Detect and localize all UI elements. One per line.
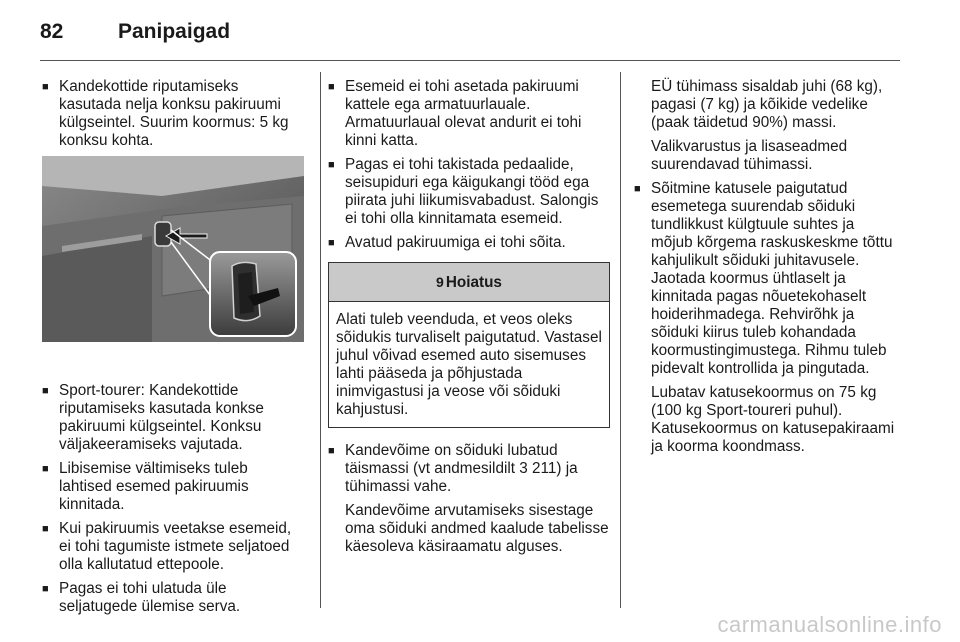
list-item	[42, 382, 304, 454]
bullet-icon: ■	[42, 81, 49, 93]
bullet-icon: ■	[634, 183, 641, 195]
hook-illustration-svg	[42, 156, 304, 342]
list-item	[328, 78, 610, 150]
bullet-icon: ■	[328, 81, 335, 93]
bullet-icon: ■	[42, 463, 49, 475]
luggage-hook-illustration	[42, 156, 304, 342]
paragraph: Lubatav katusekoormus on 75 kg (100 kg Sport-toureri puhul). Katusekoormus on katusepakiraami ja koorma koondmass.	[651, 384, 895, 455]
list-item-text: Sõitmine katusele paigutatud esemetega suurendab sõiduki tundlikkust külgtuule suhtes ja mõjub kõrgema raskuskeskme tõttu kahjulikult sõiduki juhitavusele. Jaotada koormus ühtlaselt ja kinnitada pagas nõuetekohaselt hoiderihmadega. Rehvirõhk ja sõiduki kiirus tuleb kohandada koormustingimustega. Rihmu tuleb pidevalt kontrollida ja pingutada.	[651, 180, 893, 377]
page-header	[0, 0, 960, 64]
list-item	[42, 78, 304, 150]
header-rule	[40, 60, 900, 61]
column-3	[634, 78, 896, 462]
page-title: Panipaigad	[118, 20, 231, 43]
list-item	[42, 460, 304, 514]
column-2	[328, 78, 610, 562]
paragraph: Kandevõime arvutamiseks sisestage oma sõiduki andmed kaalude tabelisse käesoleva käsiraamatu alguses.	[345, 502, 609, 555]
list-item-text: Kandekottide riputamiseks kasutada nelja konksu pakiruumi külgseintel. Suurim koormus: 5 kg konksu kohta.	[59, 78, 289, 149]
page-number: 82	[40, 20, 64, 43]
list-item	[328, 442, 610, 496]
paragraph: EÜ tühimass sisaldab juhi (68 kg), pagasi (7 kg) ja kõikide vedelike (paak täidetud 90%) massi.	[651, 78, 883, 131]
bullet-icon: ■	[328, 445, 335, 457]
list-item-text: Sport-tourer: Kandekottide riputamiseks kasutada konkse pakiruumi külgseintel. Konksu väljakeeramiseks vajutada.	[59, 382, 264, 453]
list-item-text: Libisemise vältimiseks tuleb lahtised esemed pakiruumis kinnitada.	[59, 460, 249, 513]
list-item	[328, 156, 610, 228]
column-divider	[320, 72, 321, 608]
warning-triangle-icon: 9	[436, 274, 444, 290]
warning-body: Alati tuleb veenduda, et veos oleks sõidukis turvaliselt paigutatud. Vastasel juhul võivad esemed auto sisemuses lahti pääseda ja põhjustada inimvigastusi ja veose või sõiduki kahjustusi.	[336, 311, 602, 418]
bullet-icon: ■	[328, 159, 335, 171]
list-item	[42, 580, 304, 616]
column-1	[42, 78, 304, 622]
list-item-text: Kui pakiruumis veetakse esemeid, ei tohi tagumiste istmete seljatoed olla kallutatud ettepoole.	[59, 520, 292, 573]
list-item-text: Pagas ei tohi takistada pedaalide, seisupiduri ega käigukangi tööd ega piirata juhi liikumisvabadust. Salongis ei tohi olla kinnitamata esemeid.	[345, 156, 599, 227]
list-item	[634, 180, 896, 378]
list-item-text: Esemeid ei tohi asetada pakiruumi kattele ega armatuurlauale. Armatuurlaual olevat andurit ei tohi kinni katta.	[345, 78, 582, 149]
bullet-icon: ■	[42, 583, 49, 595]
warning-title: Hoiatus	[445, 274, 502, 291]
list-item	[42, 520, 304, 574]
list-item	[328, 234, 610, 252]
bullet-icon: ■	[328, 237, 335, 249]
list-item-text: Kandevõime on sõiduki lubatud täismassi (vt andmesildilt 3 211) ja tühimassi vahe.	[345, 442, 578, 495]
column-divider	[620, 72, 621, 608]
warning-header	[329, 263, 609, 302]
list-item-text: Pagas ei tohi ulatuda üle seljatugede ülemise serva.	[59, 580, 241, 615]
watermark[interactable]: carmanualsonline.info	[717, 612, 942, 637]
warning-box	[328, 262, 610, 428]
bullet-icon: ■	[42, 385, 49, 397]
list-item-text: Avatud pakiruumiga ei tohi sõita.	[345, 234, 566, 251]
bullet-icon: ■	[42, 523, 49, 535]
paragraph: Valikvarustus ja lisaseadmed suurendavad tühimassi.	[651, 138, 848, 173]
